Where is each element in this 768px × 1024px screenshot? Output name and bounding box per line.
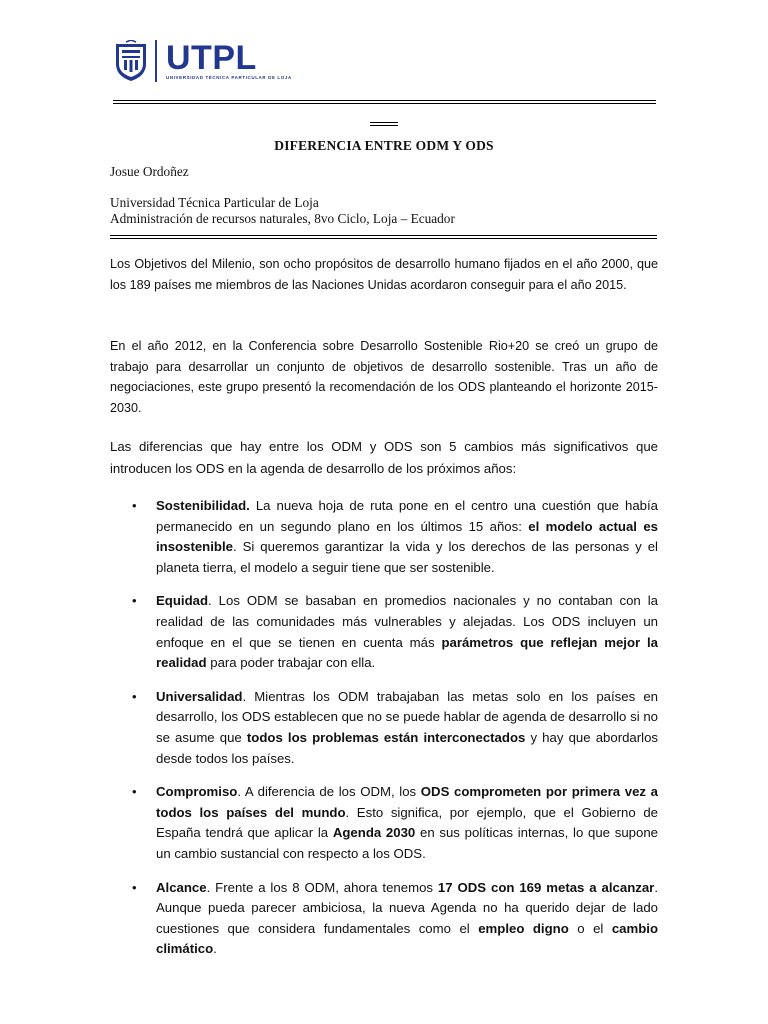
- text-run: . Frente a los 8 ODM, ahora tenemos: [206, 879, 438, 895]
- bold-text-run: el modelo actual es insostenible: [156, 518, 658, 555]
- affiliation-program: Administración de recursos naturales, 8vo Ciclo, Loja – Ecuador: [110, 211, 455, 226]
- logo-wordmark: UTPL: [166, 38, 257, 77]
- list-item: [110, 878, 658, 960]
- text-run: La nueva hoja de ruta pone en el centro una cuestión que había permanecido en un segundo plano en los últimos 15 años:: [156, 498, 658, 534]
- bold-text-run: ODS comprometen por primera vez a todos los países del mundo: [156, 784, 658, 820]
- bullet-icon: •: [132, 593, 137, 609]
- text-run: . Si queremos garantizar la vida y los derechos de las personas y el planeta tierra, el modelo a seguir tiene que ser sostenible.: [156, 539, 658, 575]
- bullet-icon: •: [132, 784, 137, 800]
- text-run: y hay que abordarlos desde todos los países.: [156, 729, 659, 766]
- text-run: . Esto significa, por ejemplo, que el Gobierno de España tendrá que aplicar la: [156, 804, 658, 841]
- logo-divider: [155, 40, 157, 82]
- header-rule-mid: [113, 103, 656, 104]
- list-item: [110, 782, 658, 864]
- text-run: para poder trabajar con ella.: [206, 655, 376, 671]
- paragraph-differences-intro: Las diferencias que hay entre los ODM y ODS son 5 cambios más significativos que introducen los ODS en la agenda de desarrollo de los próximos años:: [110, 439, 658, 476]
- logo-text: [166, 38, 292, 80]
- university-shield-icon: [114, 40, 148, 82]
- bullet-icon: •: [132, 688, 137, 704]
- bold-text-run: todos los problemas están interconectados: [246, 729, 526, 745]
- bullet-icon: •: [132, 879, 137, 895]
- text-run: . Aunque pueda parecer ambiciosa, la nueva Agenda no ha querido dejar de lado cuestiones que considera fundamentales como el: [156, 879, 658, 936]
- bold-text-run: Equidad: [156, 593, 209, 609]
- text-run: .: [213, 941, 217, 957]
- bold-text-run: Universalidad: [156, 688, 243, 704]
- bold-text-run: cambio climático: [156, 920, 658, 957]
- bold-text-run: Compromiso: [156, 784, 238, 800]
- bold-text-run: parámetros que reflejan mejor la realidad: [156, 634, 658, 671]
- list-item: [110, 591, 658, 673]
- bold-text-run: empleo digno: [478, 920, 569, 936]
- bullet-icon: •: [132, 498, 137, 513]
- header-rule-top: [113, 100, 656, 101]
- list-item: [110, 496, 658, 578]
- paragraph-odm-definition: Los Objetivos del Milenio, son ocho propósitos de desarrollo humano fijados en el año 2000, que los 189 países me miembros de las Naciones Unidas acordaron conseguir para el año 2015.: [110, 257, 658, 292]
- header-rule-stub-2: [370, 125, 398, 126]
- bold-text-run: Alcance: [156, 879, 207, 895]
- logo-subtitle: UNIVERSIDAD TÉCNICA PARTICULAR DE LOJA: [166, 74, 292, 80]
- text-run: . Mientras los ODM trabajaban las metas solo en los países en desarrollo, los ODS establecen que no se puede hablar de agenda de desarrollo si no se asume que: [156, 688, 658, 745]
- header-rule-stub-1: [370, 122, 398, 123]
- bold-text-run: Agenda 2030: [332, 825, 416, 841]
- text-run: . Los ODM se basaban en promedios nacionales y no contaban con la realidad de las comunidades más vulnerables y alejadas. Los ODS incluyen un enfoque en el que se tienen en cuenta más: [156, 593, 658, 650]
- text-run: en sus políticas internas, lo que supone un cambio sustancial con respecto a los ODS.: [156, 825, 658, 861]
- bold-text-run: Sostenibilidad.: [156, 498, 250, 513]
- affiliation-rule-top: [110, 235, 657, 236]
- text-run: o el: [568, 920, 612, 936]
- paragraph-rio20: En el año 2012, en la Conferencia sobre Desarrollo Sostenible Rio+20 se creó un grupo de trabajo para desarrollar un conjunto de objetivos de desarrollo sostenible. Tras un año de negociaciones, este grupo presentó la recomendación de los ODS planteando el horizonte 2015-2030.: [110, 339, 658, 415]
- list-item: [110, 687, 658, 769]
- utpl-logo: [114, 38, 292, 84]
- author-name: Josue Ordoñez: [110, 164, 189, 179]
- bold-text-run: 17 ODS con 169 metas a alcanzar: [437, 879, 655, 895]
- affiliation-rule-bottom: [110, 238, 657, 239]
- differences-list: [110, 496, 658, 973]
- document-title: DIFERENCIA ENTRE ODM Y ODS: [274, 138, 494, 153]
- affiliation-university: Universidad Técnica Particular de Loja: [110, 195, 319, 210]
- text-run: . A diferencia de los ODM, los: [237, 784, 421, 800]
